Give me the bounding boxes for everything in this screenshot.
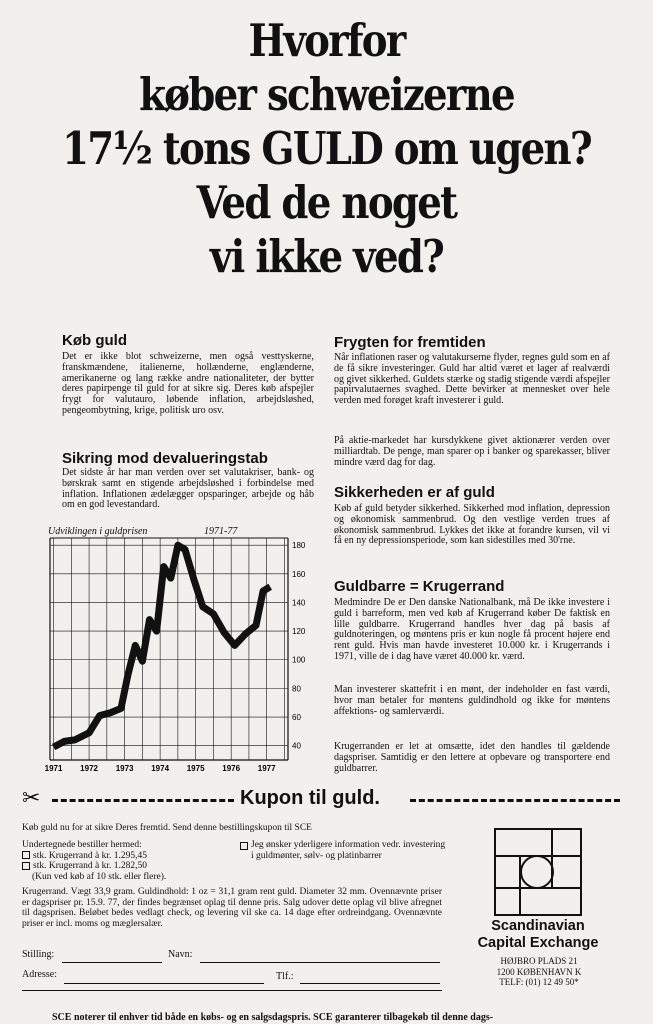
field-stilling[interactable] (62, 962, 162, 963)
coupon-intro: Køb guld nu for at sikre Deres fremtid. Send denne bestillingskupon til SCE (22, 823, 312, 833)
chart-xtick-label: 1973 (115, 764, 134, 773)
chart-ytick-label: 60 (292, 713, 301, 723)
chart-ytick-label: 160 (292, 569, 306, 579)
field-navn[interactable] (200, 962, 440, 963)
section-body-guldbarre-1: Medmindre De er Den danske Nationalbank, må De ikke investere i guld i barreform, men ved køb af Krugerrand køber De faktisk en lille guldbarre. Krugerrand handles hver dag på basis af guldnoteringen, og møntens pris er kun nogle få procent højere end rent guld. Hvis man havde investeret 10.000 kr. i Krugerrands i 1971, ville de i dag have været 40.000 kr. værd. (334, 597, 610, 662)
chart-xtick-label: 1972 (80, 764, 98, 773)
section-body-sikring: Det sidste år har man verden over set valutakriser, bank- og børskrak samt en stigende arbejdsløshed i forbindelse med inflation. Inflationen ædelægger opsparinger, arbejde og håb om en god levestandard. (62, 467, 314, 511)
order-checkbox-1[interactable] (22, 851, 30, 859)
label-navn: Navn: (168, 949, 193, 960)
order-note: (Kun ved køb af 10 stk. eller flere). (32, 871, 167, 882)
chart-xtick-label: 1974 (151, 764, 170, 773)
section-title-sikring: Sikring mod devalueringstab (62, 450, 268, 467)
section-body-frygten-2: På aktie-markedet har kursdykkene givet aktionærer verden over milliardtab. De penge, man sparer op i banker og sparekasser, bliver mindre værd dag for dag. (334, 435, 610, 468)
order-line-2[interactable]: stk. Krugerrand à kr. 1.282,50 (22, 861, 232, 872)
section-body-guldbarre-3: Krugerranden er let at omsætte, idet den handles til gældende dagspriser. Samtidig er den lettere at opbevare og transportere end guldbarrer. (334, 741, 610, 774)
info-option-text: Jeg ønsker yderligere information vedr. investering i guldmønter, sølv- og platinbarrer (251, 840, 446, 861)
scissors-icon: ✂ (22, 785, 41, 810)
info-checkbox[interactable] (240, 842, 248, 850)
section-body-frygten-1: Når inflationen raser og valutakurserne flyder, regnes guld som en af de få sikre investeringer. Guld har altid været et lager af realværdi og givet sikkerhed. Guldets stærke og stadig stigende værdi afspejler papirvalutaernes svaghed. Dette bevirker at mennesket over hele verden med forøget kraft investerer i guld. (334, 352, 610, 407)
gold-price-chart (26, 524, 324, 776)
section-body-kob-guld: Det er ikke blot schweizerne, men også vesttyskerne, franskmændene, italienerne, hollænderne, englænderne, amerikanerne og lang række andre nationaliteter, der bytter deres papirpenge til guld for at sikre sig. Deres køb afspejler frygt for valutauro, løbende inflation, arbejdsløshed, pengeombytning, krige, politisk uro osv. (62, 351, 314, 416)
chart-ytick-label: 140 (292, 598, 306, 608)
section-title-frygten: Frygten for fremtiden (334, 334, 486, 351)
coupon-bottom-rule (22, 990, 442, 991)
coupon-terms: Krugerrand. Vægt 33,9 gram. Guldindhold: 1 oz = 31,1 gram rent guld. Diameter 32 mm. Ovennævnte priser er dagspriser pr. 15.9. 77, der findes begrænset oplag til denne pris. Salg udover dette oplag vil blive afregnet til dagsprisen. Beløbet bedes vedlagt check, og levering vil ske ca. 14 dage efter ordreindgang. Ovennævnte priser er incl. moms og mæglersalær. (22, 887, 442, 929)
chart-xtick-label: 1977 (257, 764, 276, 773)
sce-address: HØJBRO PLADS 21 1200 KØBENHAVN K TELF: (01) 12 49 50* (496, 956, 582, 987)
headline-line-3: 17½ tons GULD om ugen? (62, 122, 591, 175)
headline-line-5: vi ikke ved? (209, 230, 444, 283)
field-tlf[interactable] (300, 983, 440, 984)
headline-line-2: køber schweizerne (139, 68, 514, 121)
chart-xtick-label: 1975 (186, 764, 205, 773)
sce-logo-icon (494, 828, 582, 916)
chart-ytick-label: 180 (292, 541, 306, 551)
headline-line-1: Hvorfor (248, 14, 405, 67)
section-body-guldbarre-2: Man investerer skattefrit i en mønt, der indeholder en fast værdi, hvor man betaler for møntens guldindhold og ikke for møntens affektions- og samlerværdi. (334, 684, 610, 717)
chart-subtitle: 1971-77 (204, 526, 238, 537)
cut-dash-right (410, 799, 620, 802)
chart-ytick-label: 80 (292, 684, 301, 694)
section-title-sikkerheden: Sikkerheden er af guld (334, 484, 495, 501)
label-adresse: Adresse: (22, 969, 57, 980)
field-adresse[interactable] (64, 983, 264, 984)
chart-xtick-label: 1971 (44, 764, 63, 773)
section-title-kob-guld: Køb guld (62, 332, 127, 349)
chart-ytick-label: 40 (292, 741, 301, 751)
order-line-1[interactable]: stk. Krugerrand à kr. 1.295,45 (22, 851, 232, 862)
section-body-sikkerheden: Køb af guld betyder sikkerhed. Sikkerhed mod inflation, depression og økonomisk sammenbrud. Og den vestlige verden trues af økonomisk sammenbrud. Lykkes det ikke at forandre kursen, vil vi få en ny depressionsperiode, som kan sidestilles med 30'rne. (334, 503, 610, 547)
chart-ytick-label: 120 (292, 627, 306, 637)
cut-dash-left (52, 799, 234, 802)
label-tlf: Tlf.: (276, 971, 294, 982)
footer-text: SCE noterer til enhver tid både en købs- og en salgsdagspris. SCE garanterer tilbagekøb til denne dags- (52, 1012, 494, 1023)
coupon-cut-line (22, 786, 622, 814)
order-title: Undertegnede bestiller hermed: (22, 840, 142, 850)
sce-company-name: Scandinavian Capital Exchange (477, 918, 599, 951)
order-checkbox-2[interactable] (22, 862, 30, 870)
info-option[interactable] (240, 840, 450, 861)
section-title-guldbarre: Guldbarre = Krugerrand (334, 578, 505, 595)
headline-line-4: Ved de noget (196, 176, 457, 229)
chart-ytick-label: 100 (292, 655, 306, 665)
headline (0, 14, 653, 284)
label-stilling: Stilling: (22, 949, 55, 960)
coupon-title: Kupon til guld. (240, 787, 380, 809)
chart-title: Udviklingen i guldprisen (48, 526, 148, 537)
chart-xtick-label: 1976 (222, 764, 241, 773)
order-block (22, 840, 232, 882)
